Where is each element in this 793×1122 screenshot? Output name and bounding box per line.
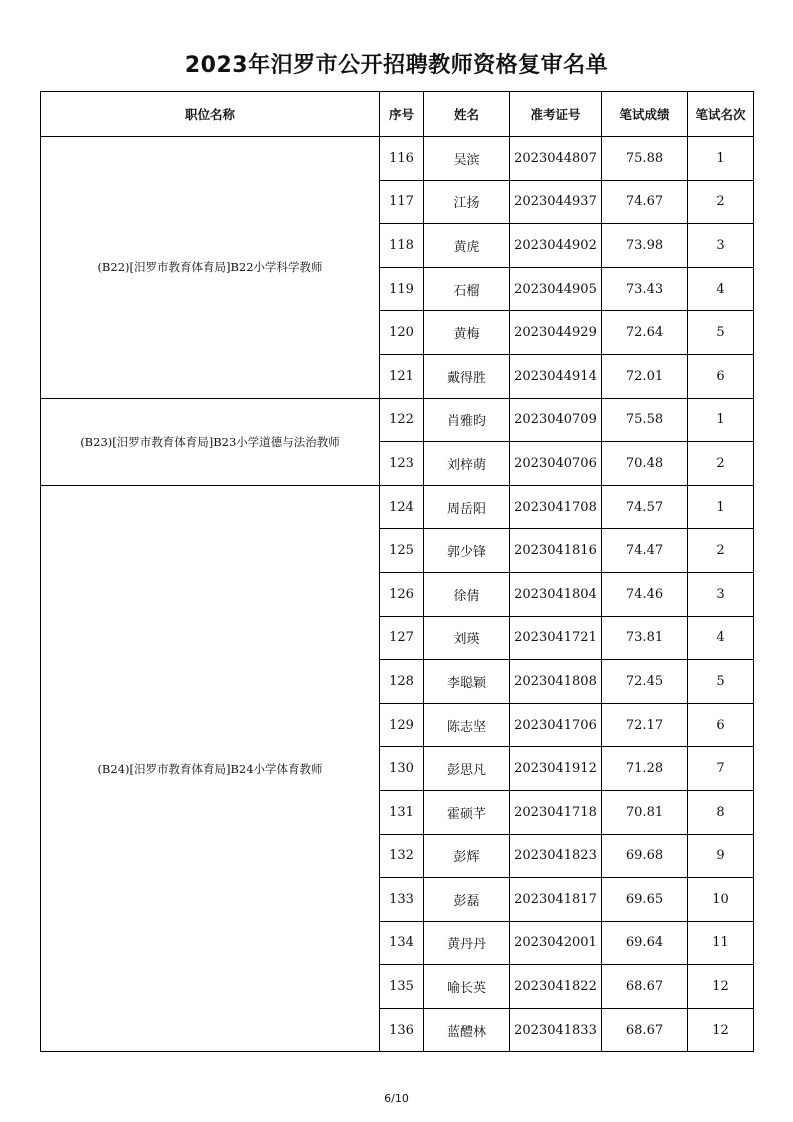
seq-cell: 127 [380, 616, 424, 660]
seq-cell: 119 [380, 267, 424, 311]
score-cell: 73.98 [602, 224, 688, 268]
exam-id-cell: 2023044937 [510, 180, 602, 224]
header-exam-id: 准考证号 [510, 92, 602, 137]
name-cell: 郭少锋 [424, 529, 510, 573]
rank-cell: 8 [688, 790, 754, 834]
seq-cell: 116 [380, 137, 424, 181]
rank-cell: 2 [688, 180, 754, 224]
exam-id-cell: 2023042001 [510, 921, 602, 965]
rank-cell: 3 [688, 224, 754, 268]
name-cell: 彭思凡 [424, 747, 510, 791]
exam-id-cell: 2023041721 [510, 616, 602, 660]
seq-cell: 121 [380, 354, 424, 398]
seq-cell: 126 [380, 572, 424, 616]
rank-cell: 4 [688, 267, 754, 311]
rank-cell: 2 [688, 442, 754, 486]
score-cell: 74.47 [602, 529, 688, 573]
position-cell: (B22)[汨罗市教育体育局]B22小学科学教师 [41, 137, 380, 399]
seq-cell: 133 [380, 878, 424, 922]
score-cell: 72.45 [602, 660, 688, 704]
name-cell: 黄梅 [424, 311, 510, 355]
score-cell: 69.68 [602, 834, 688, 878]
name-cell: 周岳阳 [424, 485, 510, 529]
rank-cell: 10 [688, 878, 754, 922]
name-cell: 吴滨 [424, 137, 510, 181]
name-cell: 霍硕芊 [424, 790, 510, 834]
score-cell: 74.67 [602, 180, 688, 224]
exam-id-cell: 2023041912 [510, 747, 602, 791]
score-cell: 74.57 [602, 485, 688, 529]
name-cell: 蓝醴林 [424, 1008, 510, 1052]
score-cell: 72.17 [602, 703, 688, 747]
name-cell: 戴得胜 [424, 354, 510, 398]
rank-cell: 11 [688, 921, 754, 965]
exam-id-cell: 2023041833 [510, 1008, 602, 1052]
position-cell: (B23)[汨罗市教育体育局]B23小学道德与法治教师 [41, 398, 380, 485]
seq-cell: 129 [380, 703, 424, 747]
score-cell: 73.81 [602, 616, 688, 660]
exam-id-cell: 2023040706 [510, 442, 602, 486]
header-position: 职位名称 [41, 92, 380, 137]
rank-cell: 6 [688, 703, 754, 747]
seq-cell: 130 [380, 747, 424, 791]
page-number: 6/10 [384, 1092, 409, 1105]
score-cell: 73.43 [602, 267, 688, 311]
table-header-row [41, 92, 754, 137]
name-cell: 肖雅昀 [424, 398, 510, 442]
name-cell: 石榴 [424, 267, 510, 311]
rank-cell: 5 [688, 660, 754, 704]
page-title: 2023年汨罗市公开招聘教师资格复审名单 [184, 53, 609, 78]
table-row [41, 485, 754, 529]
name-cell: 徐倩 [424, 572, 510, 616]
score-cell: 68.67 [602, 965, 688, 1009]
seq-cell: 118 [380, 224, 424, 268]
header-rank: 笔试名次 [688, 92, 754, 137]
rank-cell: 1 [688, 137, 754, 181]
position-cell: (B24)[汨罗市教育体育局]B24小学体育教师 [41, 485, 380, 1052]
exam-id-cell: 2023040709 [510, 398, 602, 442]
rank-cell: 12 [688, 965, 754, 1009]
rank-cell: 9 [688, 834, 754, 878]
results-table [40, 91, 754, 1052]
score-cell: 72.64 [602, 311, 688, 355]
rank-cell: 4 [688, 616, 754, 660]
seq-cell: 128 [380, 660, 424, 704]
exam-id-cell: 2023041808 [510, 660, 602, 704]
score-cell: 71.28 [602, 747, 688, 791]
seq-cell: 124 [380, 485, 424, 529]
table-row [41, 137, 754, 181]
name-cell: 黄虎 [424, 224, 510, 268]
score-cell: 74.46 [602, 572, 688, 616]
rank-cell: 12 [688, 1008, 754, 1052]
rank-cell: 7 [688, 747, 754, 791]
exam-id-cell: 2023041706 [510, 703, 602, 747]
name-cell: 刘瑛 [424, 616, 510, 660]
seq-cell: 125 [380, 529, 424, 573]
exam-id-cell: 2023044902 [510, 224, 602, 268]
exam-id-cell: 2023041822 [510, 965, 602, 1009]
name-cell: 江扬 [424, 180, 510, 224]
name-cell: 刘梓萌 [424, 442, 510, 486]
header-score: 笔试成绩 [602, 92, 688, 137]
header-seq: 序号 [380, 92, 424, 137]
exam-id-cell: 2023041823 [510, 834, 602, 878]
score-cell: 68.67 [602, 1008, 688, 1052]
seq-cell: 136 [380, 1008, 424, 1052]
exam-id-cell: 2023041708 [510, 485, 602, 529]
exam-id-cell: 2023041816 [510, 529, 602, 573]
name-cell: 彭磊 [424, 878, 510, 922]
rank-cell: 2 [688, 529, 754, 573]
seq-cell: 117 [380, 180, 424, 224]
exam-id-cell: 2023044807 [510, 137, 602, 181]
seq-cell: 131 [380, 790, 424, 834]
score-cell: 70.48 [602, 442, 688, 486]
table-body [41, 137, 754, 1052]
score-cell: 70.81 [602, 790, 688, 834]
exam-id-cell: 2023044914 [510, 354, 602, 398]
seq-cell: 122 [380, 398, 424, 442]
seq-cell: 135 [380, 965, 424, 1009]
table-row [41, 398, 754, 442]
exam-id-cell: 2023044929 [510, 311, 602, 355]
name-cell: 彭辉 [424, 834, 510, 878]
name-cell: 黄丹丹 [424, 921, 510, 965]
score-cell: 72.01 [602, 354, 688, 398]
rank-cell: 3 [688, 572, 754, 616]
score-cell: 69.64 [602, 921, 688, 965]
score-cell: 75.58 [602, 398, 688, 442]
seq-cell: 123 [380, 442, 424, 486]
seq-cell: 120 [380, 311, 424, 355]
exam-id-cell: 2023041804 [510, 572, 602, 616]
exam-id-cell: 2023041817 [510, 878, 602, 922]
score-cell: 75.88 [602, 137, 688, 181]
seq-cell: 132 [380, 834, 424, 878]
rank-cell: 6 [688, 354, 754, 398]
rank-cell: 1 [688, 485, 754, 529]
rank-cell: 1 [688, 398, 754, 442]
score-cell: 69.65 [602, 878, 688, 922]
exam-id-cell: 2023044905 [510, 267, 602, 311]
name-cell: 陈志坚 [424, 703, 510, 747]
exam-id-cell: 2023041718 [510, 790, 602, 834]
seq-cell: 134 [380, 921, 424, 965]
name-cell: 李聪颖 [424, 660, 510, 704]
name-cell: 喻长英 [424, 965, 510, 1009]
header-name: 姓名 [424, 92, 510, 137]
rank-cell: 5 [688, 311, 754, 355]
